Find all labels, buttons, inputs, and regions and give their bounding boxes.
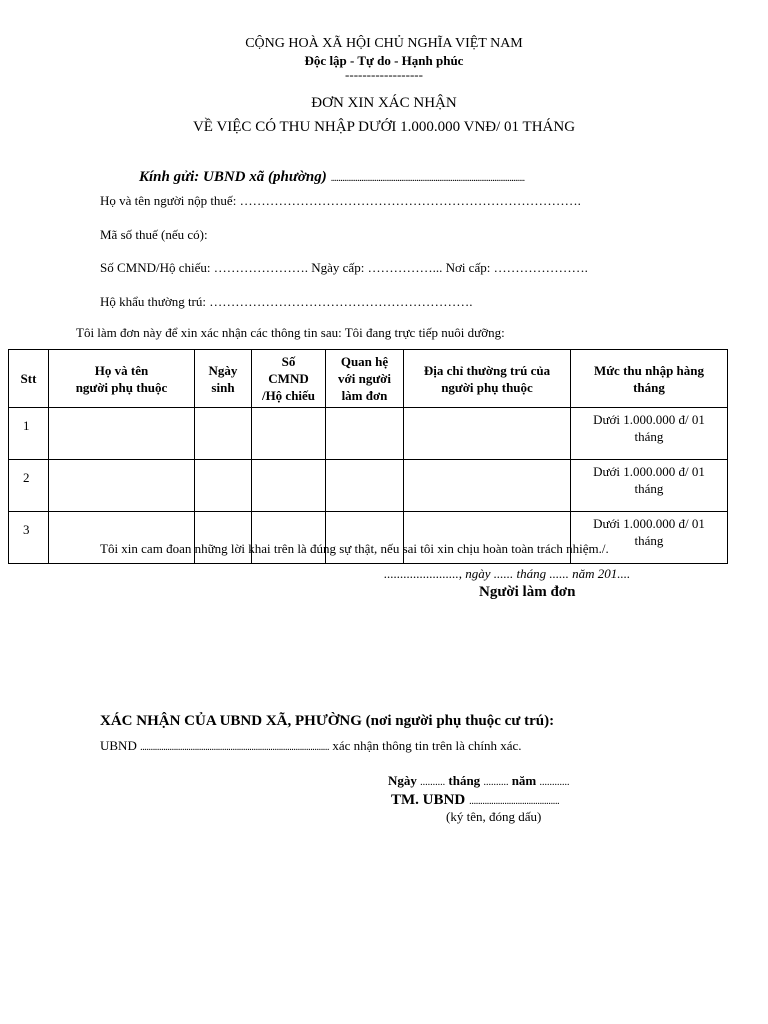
cell-address[interactable] xyxy=(404,408,571,460)
row-stt: 2 xyxy=(9,460,49,512)
cell-income: Dưới 1.000.000 đ/ 01 tháng xyxy=(571,460,728,512)
cell-relationship[interactable] xyxy=(326,408,404,460)
table-row xyxy=(9,460,728,512)
year-dots: ............ xyxy=(539,777,570,788)
national-motto: Độc lập - Tự do - Hạnh phúc xyxy=(304,53,464,68)
issue-place-field: . Nơi cấp: …………………. xyxy=(439,260,588,275)
month-dots: .......... xyxy=(483,777,509,788)
header-dob: Ngày sinh xyxy=(195,350,252,408)
issue-date-dots: …………….. xyxy=(367,260,440,275)
recipient-label: Kính gửi: UBND xã (phường) xyxy=(139,169,327,185)
month-label: tháng xyxy=(448,773,481,788)
recipient-dots: ...................................................................................................... xyxy=(330,173,525,184)
cell-income: Dưới 1.000.000 đ/ 01 tháng xyxy=(571,408,728,460)
ubnd-confirmation-line xyxy=(100,738,522,754)
cell-name[interactable] xyxy=(49,460,195,512)
year-label: năm xyxy=(511,773,537,788)
commitment-text: Tôi xin cam đoan những lời khai trên là đúng sự thật, nếu sai tôi xin chịu hoàn toàn trách nhiệm./. xyxy=(100,541,609,556)
cell-relationship[interactable] xyxy=(326,460,404,512)
table-row xyxy=(9,408,728,460)
tax-code-field: Mã số thuế (nếu có): xyxy=(100,227,208,242)
confirmation-date-line xyxy=(388,773,570,789)
form-title: ĐƠN XIN XÁC NHẬN xyxy=(311,95,457,111)
intro-text: Tôi làm đơn này để xin xác nhận các thông tin sau: Tôi đang trực tiếp nuôi dưỡng: xyxy=(76,325,505,340)
cell-id[interactable] xyxy=(252,408,326,460)
header-rule: ------------------ xyxy=(345,67,423,82)
ubnd-text: xác nhận thông tin trên là chính xác. xyxy=(332,738,522,753)
header-income: Mức thu nhập hàng tháng xyxy=(571,350,728,408)
issue-date-label: Ngày cấp: xyxy=(311,260,365,275)
residence-field: Hộ khẩu thường trú: ……………………………………………………. xyxy=(100,294,473,309)
id-number-field: Số CMND/Hộ chiếu: …………………. xyxy=(100,260,308,275)
sign-note: (ký tên, đóng dấu) xyxy=(446,809,542,824)
taxpayer-name-field: Họ và tên người nộp thuế: ……………………………………………………………………. xyxy=(100,193,581,208)
cell-dob[interactable] xyxy=(195,460,252,512)
form-subtitle: VỀ VIỆC CÓ THU NHẬP DƯỚI 1.000.000 VNĐ/ 01 THÁNG xyxy=(192,119,576,135)
cell-name[interactable] xyxy=(49,408,195,460)
id-line xyxy=(100,260,588,276)
table-header-row xyxy=(9,350,728,408)
confirmation-title: XÁC NHẬN CỦA UBND XÃ, PHƯỜNG (nơi người phụ thuộc cư trú): xyxy=(100,713,555,729)
date-place-line: ......................., ngày ...... tháng ...... năm 201.... xyxy=(384,566,631,581)
header-id: Số CMND /Hộ chiếu xyxy=(252,350,326,408)
day-label: Ngày xyxy=(388,773,417,788)
day-dots: .......... xyxy=(420,777,446,788)
applicant-signature-label: Người làm đơn xyxy=(479,584,576,600)
ubnd-label: UBND xyxy=(100,738,137,753)
ubnd-dots: .......................................................................................... xyxy=(140,742,330,753)
country-name: CỘNG HOÀ XÃ HỘI CHỦ NGHĨA VIỆT NAM xyxy=(245,36,523,51)
cell-id[interactable] xyxy=(252,460,326,512)
header-relationship: Quan hệ với người làm đơn xyxy=(326,350,404,408)
cell-dob[interactable] xyxy=(195,408,252,460)
recipient-line xyxy=(139,168,525,186)
header-stt: Stt xyxy=(9,350,49,408)
tm-ubnd-line xyxy=(391,791,559,809)
row-stt: 1 xyxy=(9,408,49,460)
header-name: Họ và tên người phụ thuộc xyxy=(49,350,195,408)
cell-address[interactable] xyxy=(404,460,571,512)
header-address: Địa chỉ thường trú của người phụ thuộc xyxy=(404,350,571,408)
cell-income: Dưới 1.000.000 đ/ 01 tháng xyxy=(571,512,728,564)
dependents-table xyxy=(8,349,728,564)
row-stt: 3 xyxy=(9,512,49,564)
tm-ubnd-dots: ......................................... xyxy=(469,796,560,807)
tm-ubnd-label: TM. UBND xyxy=(391,792,466,808)
